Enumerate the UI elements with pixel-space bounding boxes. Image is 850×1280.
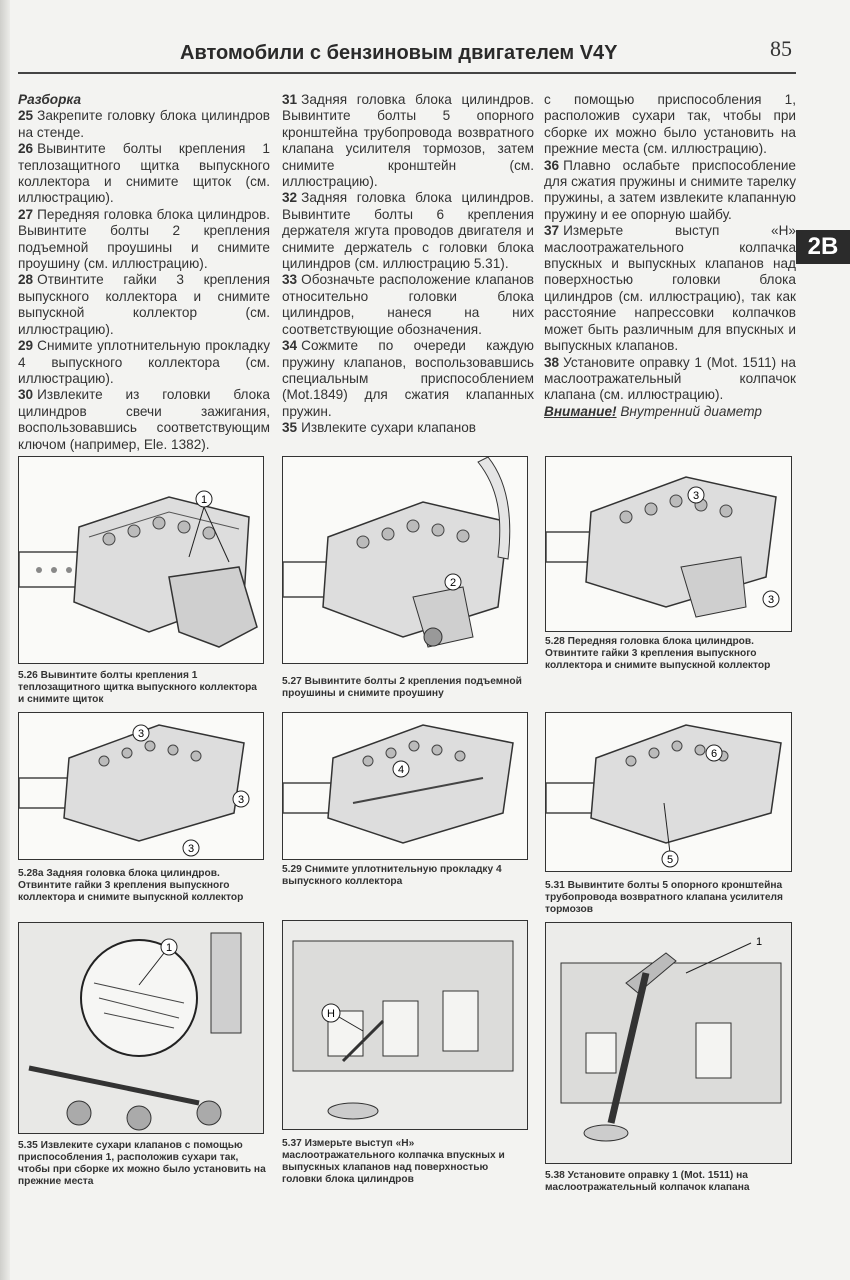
step-37: 37 Измерьте выступ «Н» маслоотражательного колпачка впускных и выпускных клапанов над поверхностью головки блока цилиндров (см. иллюстрацию), так как расстояние напрессовки колпачков может быть различным для впускных и выпускных клапанов. xyxy=(544,223,796,354)
callout-1: 1 xyxy=(165,942,173,954)
figure-5-27 xyxy=(282,456,528,664)
callout-3c: 3 xyxy=(187,843,195,855)
caption-5-31: 5.31 Вывинтите болты 5 опорного кронштейна трубопровода возвратного клапана усилителя тормозов xyxy=(545,880,783,915)
step-36: 36 Плавно ослабьте приспособление для сжатия пружины и снимите тарелку пружины, а затем извлеките клапанную пружину и ее опорную шайбу. xyxy=(544,157,796,222)
figure-5-29 xyxy=(282,712,528,860)
step-30: 30 Извлеките из головки блока цилиндров свечи зажигания, воспользовавшись соответствующим ключом (например, Ele. 1382). xyxy=(18,387,270,452)
figure-5-28a xyxy=(18,712,264,860)
figure-5-35 xyxy=(18,922,264,1134)
figure-5-37 xyxy=(282,920,528,1130)
step-26: 26 Вывинтите болты крепления 1 теплозащитного щитка выпускного коллектора и снимите щиток (см. иллюстрацию). xyxy=(18,141,270,206)
valve-stem-seal-illustration xyxy=(283,921,527,1129)
engine-head-illustration xyxy=(546,713,791,871)
caption-5-26: 5.26 Вывинтите болты крепления 1 теплозащитного щитка выпускного коллектора и снимите щиток xyxy=(18,670,257,705)
page-number: 85 xyxy=(770,36,792,61)
figure-5-28 xyxy=(545,456,792,632)
callout-3b: 3 xyxy=(767,594,775,606)
engine-head-illustration xyxy=(283,713,527,859)
section-tab: 2B xyxy=(796,230,850,264)
callout-5: 5 xyxy=(666,854,674,866)
page-header-title: Автомобили с бензиновым двигателем V4Y xyxy=(180,42,618,64)
figure-5-31 xyxy=(545,712,792,872)
step-31: 31 Задняя головка блока цилиндров. Вывинтите болты 5 опорного кронштейна трубопровода возвратного клапана усилителя тормозов, затем снимите кронштейн (см. иллюстрацию). xyxy=(282,92,534,190)
step-32: 32 Задняя головка блока цилиндров. Вывинтите болты 6 крепления держателя жгута проводов двигателя и снимите держатель с головки блока цилиндров (см. иллюстрацию 5.31). xyxy=(282,190,534,272)
callout-3b: 3 xyxy=(237,794,245,806)
caption-5-27: 5.27 Вывинтите болты 2 крепления подъемной проушины и снимите проушину xyxy=(282,676,522,699)
caption-5-29: 5.29 Снимите уплотнительную прокладку 4 выпускного коллектора xyxy=(282,864,502,887)
step-35: 35 Извлеките сухари клапанов xyxy=(282,420,477,436)
middle-text-column xyxy=(282,92,534,437)
engine-head-illustration xyxy=(19,457,263,663)
engine-head-illustration xyxy=(546,457,791,631)
callout-2: 2 xyxy=(449,577,457,589)
caption-5-37: 5.37 Измерьте выступ «Н» маслоотражательного колпачка впускных и выпускных клапанов над поверхностью головки блока цилиндров xyxy=(282,1138,505,1185)
header-rule xyxy=(18,72,796,74)
step-28: 28 Отвинтите гайки 3 крепления выпускного коллектора и снимите выпускной коллектор (см. иллюстрацию). xyxy=(18,272,270,337)
right-text-column xyxy=(544,92,796,420)
callout-h: H xyxy=(327,1008,335,1020)
step-33: 33 Обозначьте расположение клапанов относительно головки блока цилиндров, нанеся на них соответствующие обозначения. xyxy=(282,272,534,337)
callout-4: 4 xyxy=(397,764,405,776)
caption-5-28: 5.28 Передняя головка блока цилиндров. Отвинтите гайки 3 крепления выпускного коллектора и снимите выпускной коллектор xyxy=(545,636,771,671)
callout-3a: 3 xyxy=(137,728,145,740)
left-text-column xyxy=(18,92,270,453)
callout-1: 1 xyxy=(200,494,208,506)
step-29: 29 Снимите уплотнительную прокладку 4 выпускного коллектора (см. иллюстрацию). xyxy=(18,338,270,386)
engine-head-illustration xyxy=(283,457,527,663)
step-35-continued: с помощью приспособления 1, расположив сухари так, чтобы при сборке их можно было установить на прежние места (см. иллюстрацию). xyxy=(544,92,796,157)
valve-seal-drift-illustration xyxy=(546,923,791,1163)
step-25: 25 Закрепите головку блока цилиндров на стенде. xyxy=(18,108,270,140)
caption-5-35: 5.35 Извлеките сухари клапанов с помощью приспособления 1, расположив сухари так, чтобы при сборке их можно было установить на прежние места xyxy=(18,1140,266,1187)
warning-note: Внимание! Внутренний диаметр xyxy=(544,403,762,419)
engine-head-illustration xyxy=(19,713,263,859)
step-38: 38 Установите оправку 1 (Mot. 1511) на маслоотражательный колпачок клапана (см. иллюстрацию). xyxy=(544,354,796,403)
step-34: 34 Сожмите по очереди каждую пружину клапанов, воспользовавшись специальным приспособлением (Mot.1849) для сжатия клапанных пружин. xyxy=(282,338,534,419)
book-spine-shadow xyxy=(0,0,10,1280)
figure-5-38 xyxy=(545,922,792,1164)
callout-3a: 3 xyxy=(692,490,700,502)
valve-spring-illustration xyxy=(19,923,263,1133)
callout-1: 1 xyxy=(756,936,763,948)
callout-6: 6 xyxy=(710,748,718,760)
figure-5-26 xyxy=(18,456,264,664)
caption-5-38: 5.38 Установите оправку 1 (Mot. 1511) на маслоотражательный колпачок клапана xyxy=(545,1170,750,1193)
step-27: 27 Передняя головка блока цилиндров. Вывинтите болты 2 крепления подъемной проушины и снимите проушину (см. иллюстрацию). xyxy=(18,206,270,272)
section-title: Разборка xyxy=(18,92,82,107)
caption-5-28a: 5.28а Задняя головка блока цилиндров. Отвинтите гайки 3 крепления выпускного коллектора и снимите выпускной коллектор xyxy=(18,868,244,903)
